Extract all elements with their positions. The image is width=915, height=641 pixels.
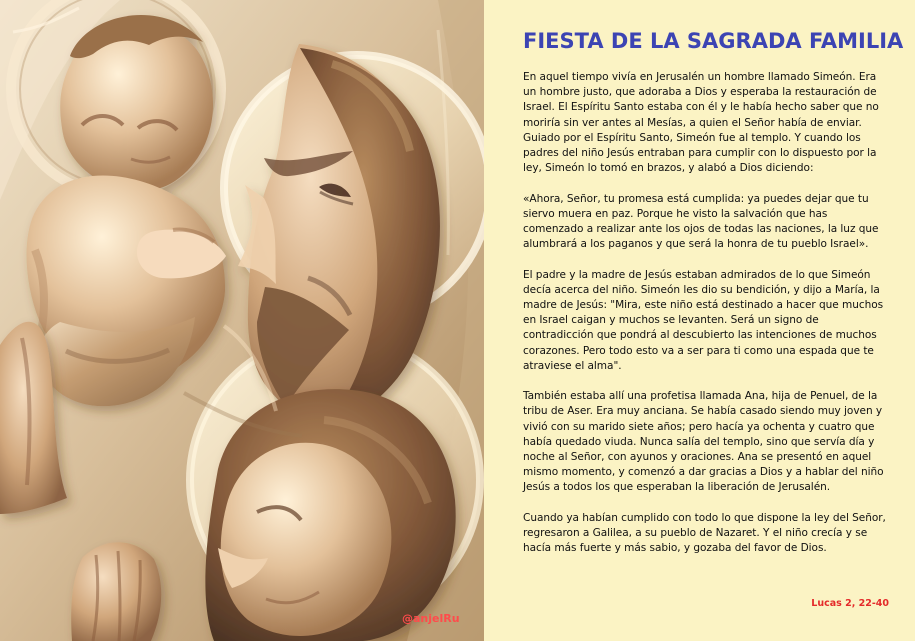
gospel-paragraph-1: En aquel tiempo vivía en Jerusalén un hombre llamado Simeón. Era un hombre justo, que adoraba a Dios y esperaba la restauración de Israel. El Espíritu Santo estaba con él y le había hecho saber que no moriría sin ver antes al Mesías, a quien el Señor había de enviar. Guiado por el Espíritu Santo, Simeón fue al templo. Y cuando los padres del niño Jesús entraban para cumplir con lo dispuesto por la ley, Simeón lo tomó en brazos, y alabó a Dios diciendo: (523, 71, 879, 175)
mary-figure (205, 389, 455, 641)
page-title: FIESTA DE LA SAGRADA FAMILIA (523, 29, 904, 53)
gospel-paragraph-4: También estaba allí una profetisa llamada Ana, hija de Penuel, de la tribu de Aser. Era muy anciana. Se había casado siendo muy joven y vivió con su marido siete años; pero hacía ya ochenta y cuatro que había quedado viuda. Nunca salía del templo, sino que servía día y noche al Señor, con ayunos y oraciones. Ana se presentó en aquel mismo momento, y comenzó a dar gracias a Dios y a hablar del niño Jesús a todos los que esperaban la liberación de Jerusalén. (523, 390, 884, 494)
praying-hands (71, 542, 161, 641)
gospel-paragraph-5: Cuando ya habían cumplido con todo lo que dispone la ley del Señor, regresaron a Galilea, a su pueblo de Nazaret. Y el niño crecía y se hacía más fuerte y más sabio, y gozaba del favor de Dios. (523, 511, 886, 555)
gospel-paragraph-2: «Ahora, Señor, tu promesa está cumplida: ya puedes dejar que tu siervo muera en paz. Porque he visto la salvación que has comenzado a realizar ante los ojos de todas las naciones, la luz que alumbrará a los paganos y que será la honra de tu pueblo Israel». (523, 192, 879, 251)
gospel-text-panel (484, 0, 915, 641)
bible-citation: Lucas 2, 22-40 (811, 598, 889, 609)
gospel-paragraph-3: El padre y la madre de Jesús estaban admirados de lo que Simeón decía acerca del niño. Simeón les dio su bendición, y dijo a María, la madre de Jesús: "Mira, este niño está destinado a hacer que muchos en Israel caigan y muchos se levanten. Será un signo de contradicción que pondrá al descubierto las intenciones de muchos corazones. Pero todo esto va a ser para ti como una espada que te atraviese el alma". (523, 268, 884, 372)
gospel-body (523, 70, 889, 556)
photo-watermark: @anjelRu (402, 612, 460, 625)
